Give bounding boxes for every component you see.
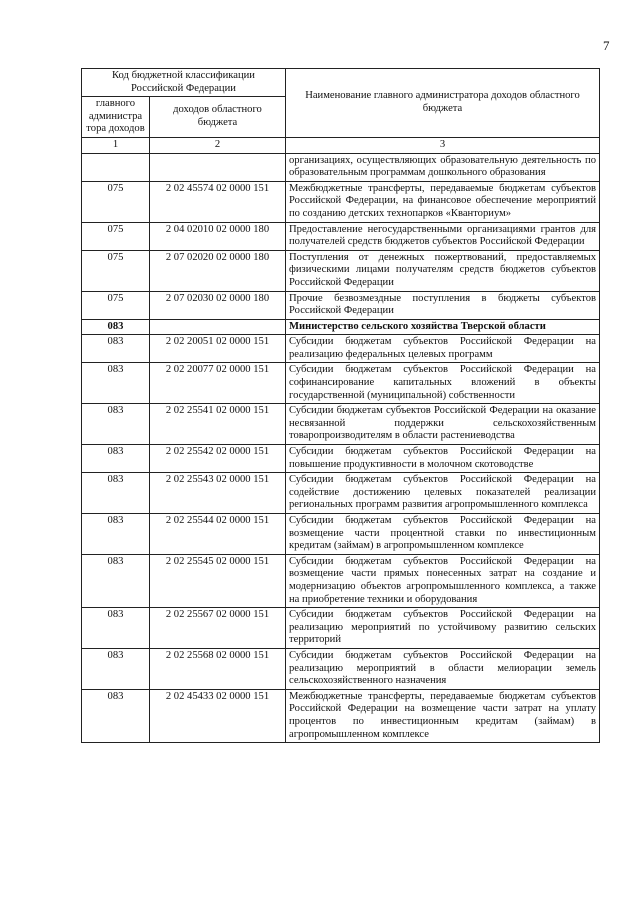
table-row — [82, 514, 600, 555]
table-row — [82, 445, 600, 473]
revenue-code-cell — [150, 319, 286, 335]
admin-code-cell: 075 — [82, 250, 150, 291]
budget-classification-table — [81, 68, 600, 743]
revenue-code-cell: 2 02 25544 02 0000 151 — [150, 514, 286, 555]
admin-code-cell: 083 — [82, 554, 150, 607]
revenue-name-cell: Субсидии бюджетам субъектов Российской Федерации на повышение продуктивности в молочном скотоводстве — [286, 445, 600, 473]
table-section-row — [82, 319, 600, 335]
admin-code-cell: 083 — [82, 335, 150, 363]
revenue-name-cell: Поступления от денежных пожертвований, предоставляемых физическими лицами получателям средств бюджетов субъектов Российской Федерации — [286, 250, 600, 291]
revenue-code-cell: 2 02 20077 02 0000 151 — [150, 363, 286, 404]
revenue-name-cell: Межбюджетные трансферты, передаваемые бюджетам субъектов Российской Федерации, на финансовое обеспечение мероприятий по созданию детских технопарков «Кванториум» — [286, 181, 600, 222]
revenue-name-cell: Субсидии бюджетам субъектов Российской Федерации на реализацию мероприятий по устойчивому развитию сельских территорий — [286, 608, 600, 649]
revenue-name-cell: Субсидии бюджетам субъектов Российской Федерации на реализацию федеральных целевых программ — [286, 335, 600, 363]
admin-code-cell: 075 — [82, 222, 150, 250]
revenue-code-cell: 2 07 02020 02 0000 180 — [150, 250, 286, 291]
revenue-name-cell: Министерство сельского хозяйства Тверской области — [286, 319, 600, 335]
table-row — [82, 554, 600, 607]
table-row — [82, 250, 600, 291]
table-row — [82, 689, 600, 742]
admin-code-cell: 083 — [82, 608, 150, 649]
revenue-code-cell: 2 02 25541 02 0000 151 — [150, 404, 286, 445]
table-row — [82, 181, 600, 222]
table-row — [82, 473, 600, 514]
revenue-name-cell: Субсидии бюджетам субъектов Российской Федерации на содействие достижению целевых показателей реализации региональных программ развития агропромышленного комплекса — [286, 473, 600, 514]
revenue-code-cell: 2 02 25568 02 0000 151 — [150, 648, 286, 689]
admin-code-cell: 083 — [82, 473, 150, 514]
admin-code-cell: 083 — [82, 514, 150, 555]
admin-code-cell: 083 — [82, 404, 150, 445]
header-code-column: доходов областного бюджета — [150, 97, 286, 138]
table-row — [82, 363, 600, 404]
revenue-name-cell: Субсидии бюджетам субъектов Российской Федерации на возмещение части прямых понесенных затрат на создание и модернизацию объектов агропромышленного комплекса, а также на приобретение техники и оборудования — [286, 554, 600, 607]
revenue-name-cell: организациях, осуществляющих образовательную деятельность по образовательным программам дошкольного образования — [286, 153, 600, 181]
revenue-name-cell: Межбюджетные трансферты, передаваемые бюджетам субъектов Российской Федерации на возмещение части затрат на уплату процентов по инвестиционным кредитам (займам) в агропромышленном комплексе — [286, 689, 600, 742]
admin-code-cell: 083 — [82, 319, 150, 335]
revenue-code-cell: 2 02 25543 02 0000 151 — [150, 473, 286, 514]
admin-code-cell — [82, 153, 150, 181]
table-row — [82, 335, 600, 363]
revenue-code-cell: 2 02 25542 02 0000 151 — [150, 445, 286, 473]
admin-code-cell: 083 — [82, 648, 150, 689]
revenue-name-cell: Субсидии бюджетам субъектов Российской Федерации на возмещение части процентной ставки по инвестиционным кредитам (займам) в агропромышленном комплексе — [286, 514, 600, 555]
table-row — [82, 153, 600, 181]
table-row — [82, 222, 600, 250]
revenue-code-cell: 2 02 25545 02 0000 151 — [150, 554, 286, 607]
table-row — [82, 608, 600, 649]
revenue-code-cell: 2 02 25567 02 0000 151 — [150, 608, 286, 649]
revenue-code-cell: 2 02 45433 02 0000 151 — [150, 689, 286, 742]
header-group-title: Код бюджетной классификации Российской Федерации — [82, 69, 286, 97]
revenue-code-cell: 2 04 02010 02 0000 180 — [150, 222, 286, 250]
admin-code-cell: 075 — [82, 291, 150, 319]
revenue-name-cell: Субсидии бюджетам субъектов Российской Федерации на реализацию мероприятий в области мелиорации земель сельскохозяйственного назначения — [286, 648, 600, 689]
revenue-code-cell: 2 02 20051 02 0000 151 — [150, 335, 286, 363]
revenue-code-cell: 2 07 02030 02 0000 180 — [150, 291, 286, 319]
table-row — [82, 648, 600, 689]
column-numbers-row — [82, 137, 600, 153]
revenue-name-cell: Субсидии бюджетам субъектов Российской Федерации на софинансирование капитальных вложений в объекты государственной (муниципальной) собственности — [286, 363, 600, 404]
revenue-name-cell: Прочие безвозмездные поступления в бюджеты субъектов Российской Федерации — [286, 291, 600, 319]
revenue-code-cell — [150, 153, 286, 181]
table-header-row — [82, 69, 600, 97]
admin-code-cell: 075 — [82, 181, 150, 222]
revenue-code-cell: 2 02 45574 02 0000 151 — [150, 181, 286, 222]
revenue-name-cell: Предоставление негосударственными организациями грантов для получателей средств бюджетов субъектов Российской Федерации — [286, 222, 600, 250]
table-row — [82, 404, 600, 445]
admin-code-cell: 083 — [82, 445, 150, 473]
revenue-name-cell: Субсидии бюджетам субъектов Российской Федерации на оказание несвязанной поддержки сельскохозяйственным товаропроизводителям в области растениеводства — [286, 404, 600, 445]
header-admin-column: главного администра тора доходов — [82, 97, 150, 138]
column-number-2: 2 — [150, 137, 286, 153]
page-number: 7 — [603, 38, 610, 53]
column-number-3: 3 — [286, 137, 600, 153]
header-name-column: Наименование главного администратора доходов областного бюджета — [286, 69, 600, 138]
table-row — [82, 291, 600, 319]
admin-code-cell: 083 — [82, 689, 150, 742]
column-number-1: 1 — [82, 137, 150, 153]
admin-code-cell: 083 — [82, 363, 150, 404]
